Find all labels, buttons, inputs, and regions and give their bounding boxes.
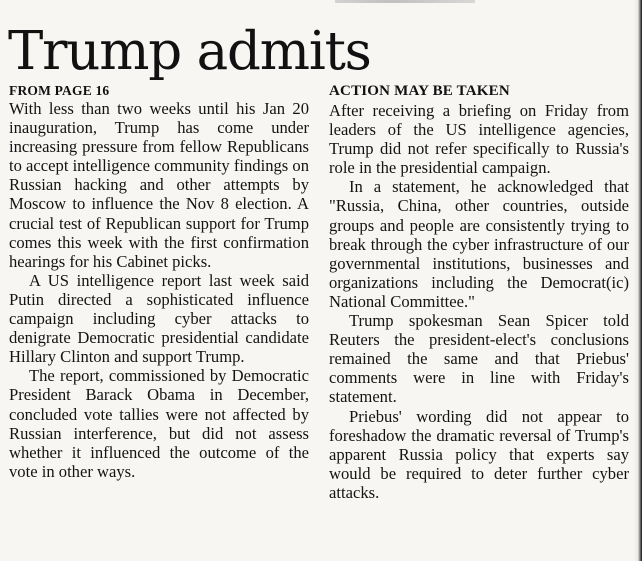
continued-from-kicker: FROM PAGE 16 bbox=[9, 83, 110, 98]
section-subhead: ACTION MAY BE TAKEN bbox=[329, 83, 510, 99]
headline: Trump admits bbox=[8, 21, 371, 82]
body-paragraph: A US intelligence report last week said Putin directed a sophisticated influence campaign including cyber attacks to denigrate Democratic presidential candidate Hillary Clinton and support Trump. bbox=[9, 270, 309, 367]
body-paragraph: Priebus' wording did not appear to foreshadow the dramatic reversal of Trump's apparent Russia policy that experts say would be required to deter further cyber attacks. bbox=[329, 406, 629, 502]
body-paragraph: In a statement, he acknowledged that "Russia, China, other countries, outside groups and people are consistently trying to break through the cyber infrastructure of our governmental institutions, businesses and organizations including the Democrat(ic) National Committee." bbox=[329, 177, 629, 311]
page-edge-shadow bbox=[634, 0, 642, 561]
left-column bbox=[9, 82, 309, 481]
body-paragraph: After receiving a briefing on Friday from leaders of the US intelligence agencies, Trump did not refer specifically to Russia's role in the presidential campaign. bbox=[329, 101, 629, 178]
right-column bbox=[329, 82, 629, 502]
body-paragraph: Trump spokesman Sean Spicer told Reuters the president-elect's conclusions remained the same and that Priebus' comments were in line with Friday's statement. bbox=[329, 311, 629, 407]
cropped-text-fragment bbox=[335, 0, 475, 3]
body-paragraph: The report, commissioned by Democratic President Barack Obama in December, concluded vote tallies were not affected by Russian interference, but did not assess whether it influenced the outcome of the vote in other ways. bbox=[9, 366, 309, 481]
previous-article-remnant bbox=[0, 0, 642, 8]
body-paragraph: With less than two weeks until his Jan 20 inauguration, Trump has come under increasing pressure from fellow Republicans to accept intelligence community findings on Russian hacking and other attempts by Moscow to influence the Nov 8 election. A crucial test of Republican support for Trump comes this week with the first confirmation hearings for his Cabinet picks. bbox=[9, 99, 309, 271]
